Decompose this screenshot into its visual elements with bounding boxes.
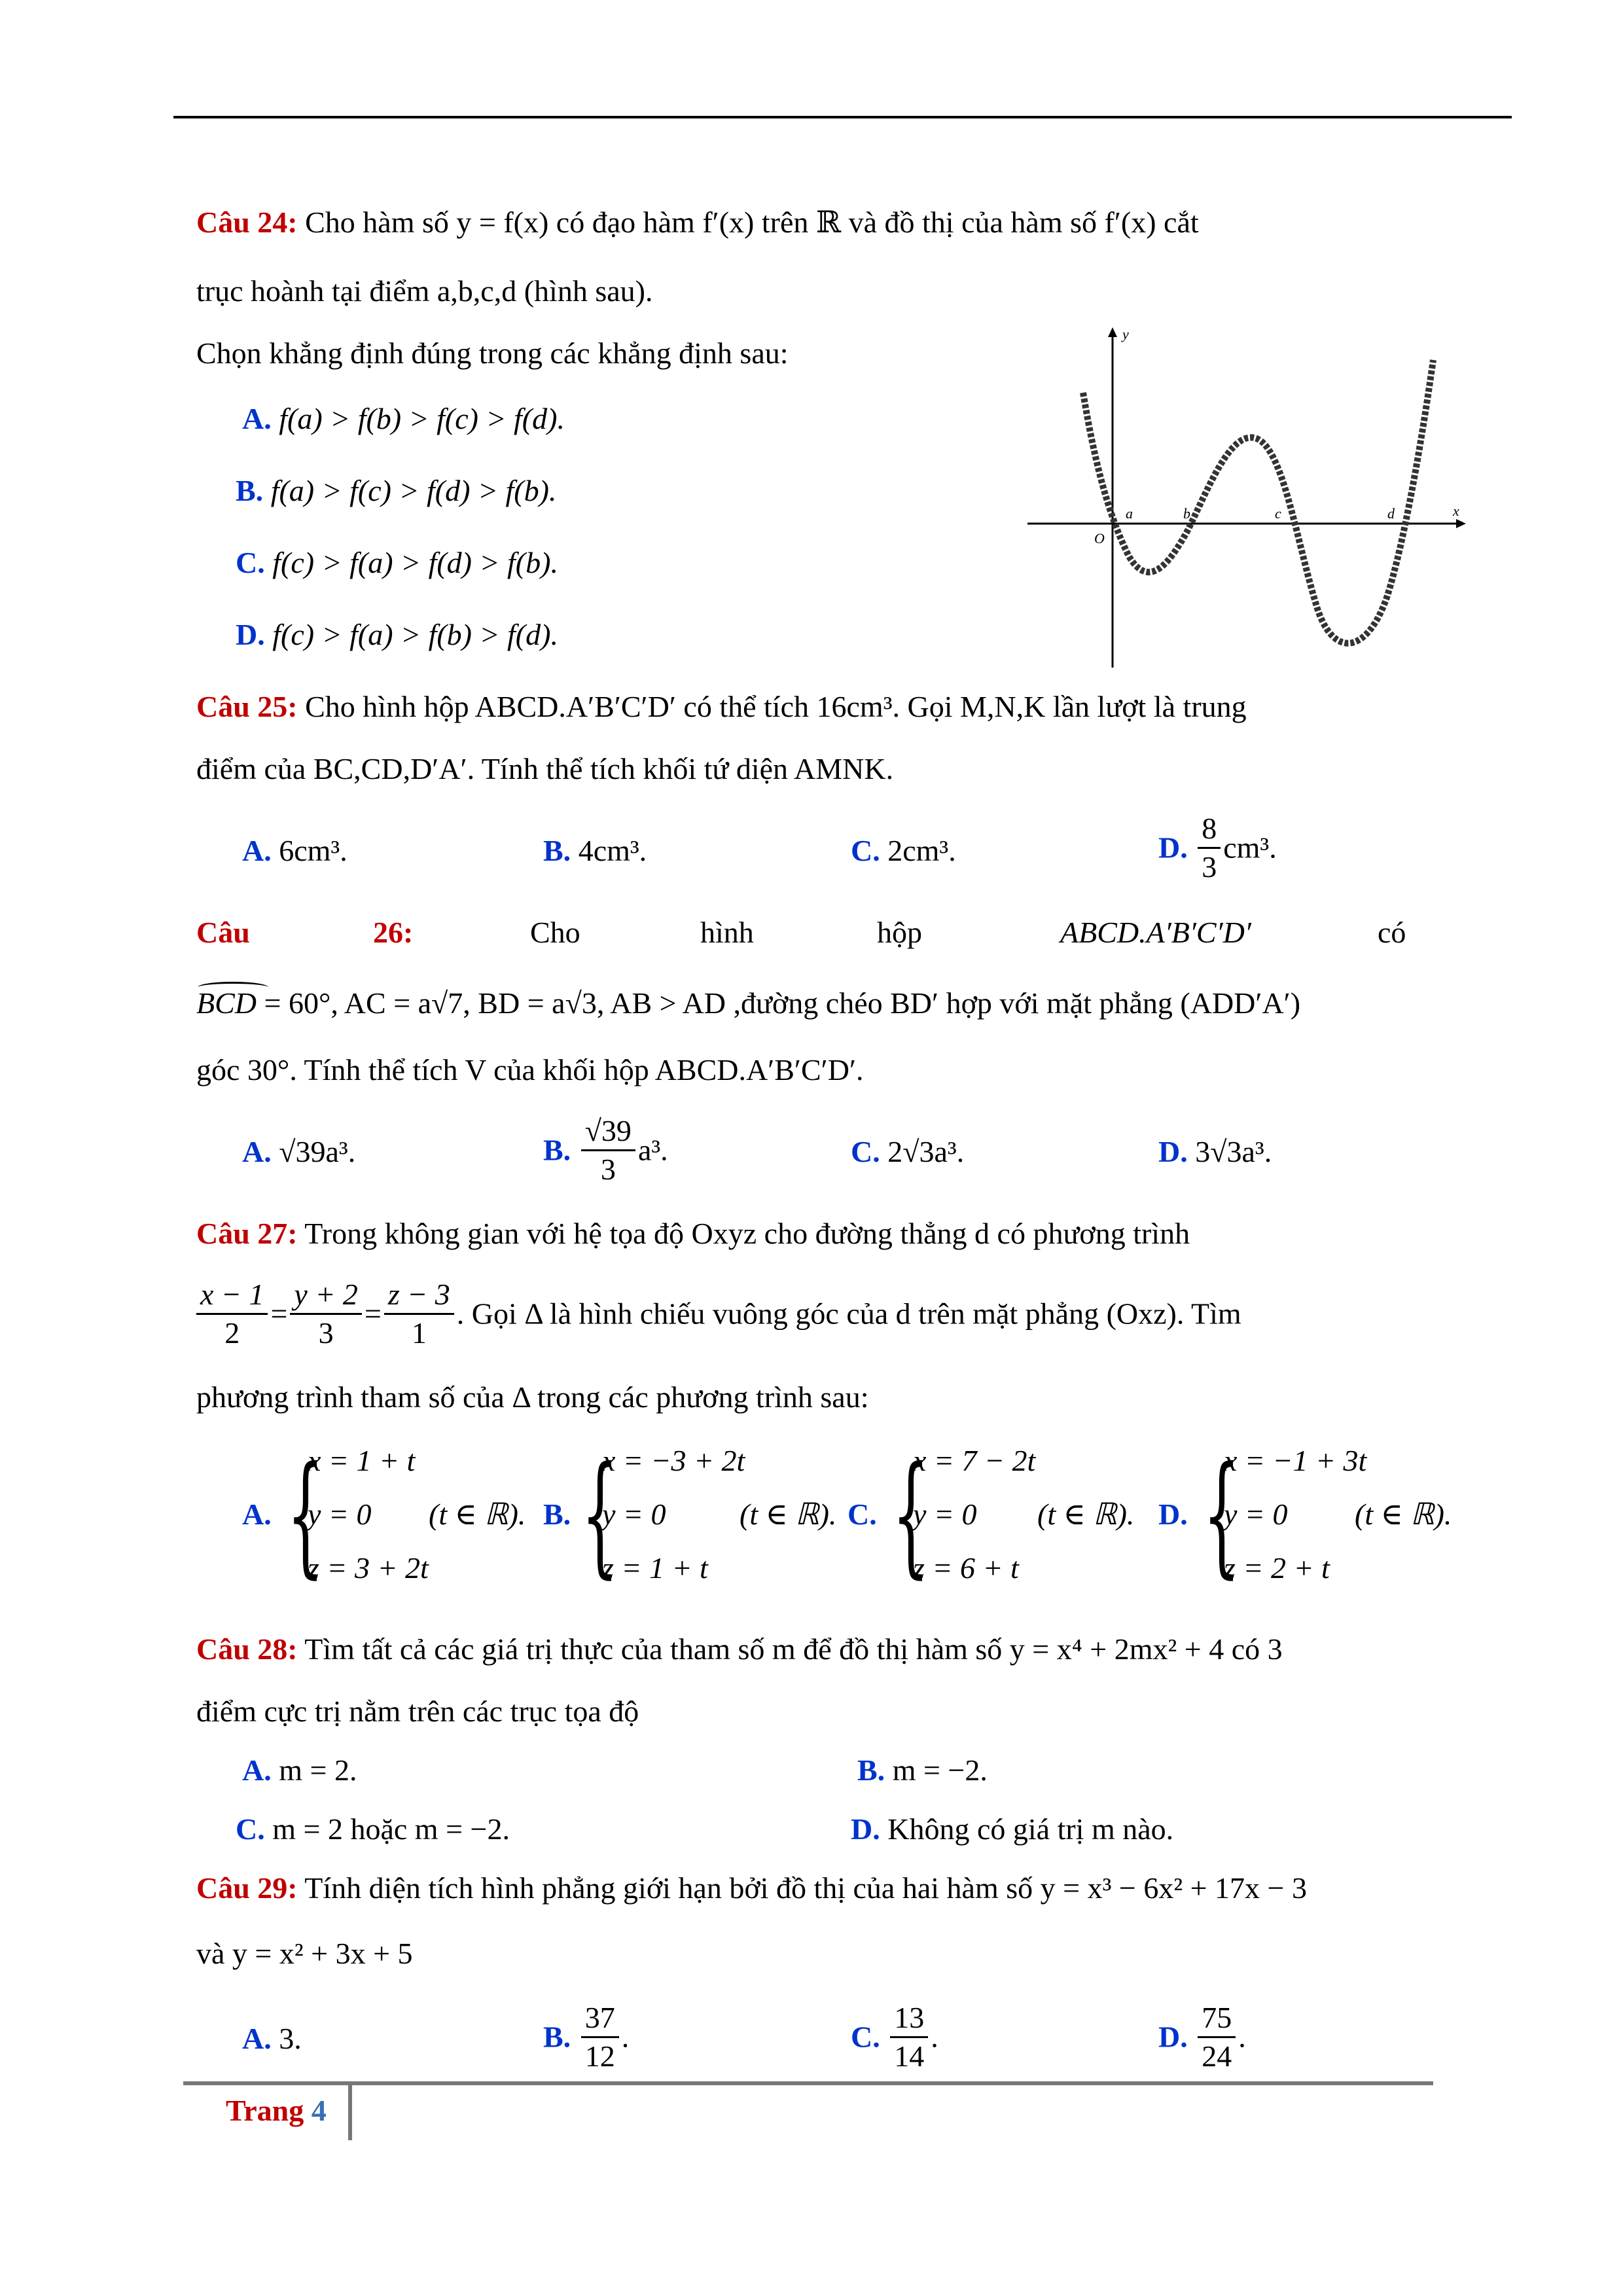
- q25-option-c[interactable]: C. 2cm³.: [851, 834, 956, 867]
- q29-option-a[interactable]: A. 3.: [242, 2022, 302, 2055]
- q29-label: Câu 29:: [196, 1871, 298, 1905]
- graph-b-label: b: [1183, 505, 1190, 522]
- graph-y-label: y: [1122, 326, 1129, 342]
- q26-word-box: ABCD.A′B′C′D′: [1060, 916, 1251, 949]
- q28-line2: điểm cực trị nằm trên các trục tọa độ: [196, 1695, 639, 1728]
- q29-option-b[interactable]: B. $\frac{37}{12}$ .: [543, 2001, 630, 2073]
- q25-option-d[interactable]: D. $\frac{8}{3}$ cm³.: [1158, 812, 1277, 884]
- q27-text2: . Gọi Δ là hình chiếu vuông góc của d trên mặt phẳng (Oxz). Tìm: [456, 1297, 1241, 1331]
- q24-option-d[interactable]: D. f(c) > f(a) > f(b) > f(d).: [236, 618, 558, 651]
- q28-text1: Tìm tất cả các giá trị thực của tham số m để đồ thị hàm số y = x⁴ + 2mx² + 4 có 3: [304, 1632, 1283, 1666]
- q24-option-a[interactable]: A. f(a) > f(b) > f(c) > f(d).: [242, 402, 565, 435]
- graph-origin-label: O: [1094, 530, 1105, 547]
- q26-word-cho: Cho: [530, 916, 580, 949]
- q27-frac-x: $\frac{x - 1}{2}$: [196, 1276, 268, 1352]
- q27-option-b[interactable]: B. { x = −3 + 2t y = 0 z = 1 + t (t ∈ ℝ).: [543, 1439, 837, 1591]
- q27-option-c[interactable]: C. { x = 7 − 2t y = 0 z = 6 + t (t ∈ ℝ).: [847, 1439, 1135, 1591]
- q28-line1: [196, 1630, 1283, 1669]
- q26-option-d[interactable]: D. 3√3a³.: [1158, 1135, 1272, 1168]
- q26-option-a[interactable]: A. √39a³.: [242, 1135, 356, 1168]
- q28-option-d[interactable]: D. Không có giá trị m nào.: [851, 1812, 1174, 1846]
- q26-angle: BCD: [196, 986, 257, 1020]
- q27-text1: Trong không gian với hệ tọa độ Oxyz cho đường thẳng d có phương trình: [304, 1217, 1190, 1250]
- q24-line2: trục hoành tại điểm a,b,c,d (hình sau).: [196, 274, 653, 308]
- q28-option-c[interactable]: C. m = 2 hoặc m = −2.: [236, 1812, 510, 1846]
- q29-option-c[interactable]: C. $\frac{13}{14}$ .: [851, 2001, 938, 2073]
- q25-option-a[interactable]: A. 6cm³.: [242, 834, 348, 867]
- q24-line1: [196, 203, 1199, 242]
- q26-number: 26:: [373, 916, 414, 949]
- q27-frac-y: $\frac{y + 2}{3}$: [290, 1276, 361, 1352]
- q28-option-b[interactable]: B. m = −2.: [857, 1753, 988, 1787]
- q24-text1: Cho hàm số y = f(x) có đạo hàm f′(x) trên ℝ và đồ thị của hàm số f′(x) cắt: [305, 206, 1199, 239]
- q25-text1: Cho hình hộp ABCD.A′B′C′D′ có thể tích 16cm³. Gọi M,N,K lần lượt là trung: [305, 690, 1247, 723]
- q29-line1: [196, 1869, 1307, 1908]
- q25-line1: [196, 687, 1247, 726]
- q25-line2: điểm của BC,CD,D′A′. Tính thể tích khối tứ diện AMNK.: [196, 752, 894, 785]
- q29-option-d[interactable]: D. $\frac{75}{24}$ .: [1158, 2001, 1246, 2073]
- q26-line3: góc 30°. Tính thể tích V của khối hộp ABCD.A′B′C′D′.: [196, 1053, 864, 1086]
- q27-frac-z: $\frac{z - 3}{1}$: [384, 1276, 454, 1352]
- x-axis-arrow: [1456, 519, 1466, 528]
- q27-option-a[interactable]: A. { x = 1 + t y = 0 z = 3 + 2t (t ∈ ℝ).: [242, 1439, 526, 1591]
- q24-option-c[interactable]: C. f(c) > f(a) > f(d) > f(b).: [236, 546, 558, 579]
- q24-label: Câu 24:: [196, 206, 298, 239]
- derivative-curve: [1083, 360, 1433, 643]
- q26-line2: [196, 984, 1300, 1023]
- q24-prompt: Chọn khẳng định đúng trong các khẳng định sau:: [196, 336, 789, 370]
- q26-word-hinh: hình: [700, 916, 754, 949]
- graph-d-label: d: [1387, 505, 1395, 522]
- footer-divider: [348, 2085, 352, 2140]
- q27-line3: phương trình tham số của Δ trong các phương trình sau:: [196, 1380, 869, 1414]
- q28-label: Câu 28:: [196, 1632, 298, 1666]
- q29-text1: Tính diện tích hình phẳng giới hạn bởi đồ thị của hai hàm số y = x³ − 6x² + 17x − 3: [304, 1871, 1307, 1905]
- page-number: Trang 4: [226, 2094, 327, 2127]
- q25-label: Câu 25:: [196, 690, 298, 723]
- q24-option-b[interactable]: B. f(a) > f(c) > f(d) > f(b).: [236, 474, 557, 507]
- graph-x-label: x: [1453, 503, 1459, 519]
- q27-line1: [196, 1214, 1190, 1253]
- q27-option-d[interactable]: D. { x = −1 + 3t y = 0 z = 2 + t (t ∈ ℝ).: [1158, 1439, 1452, 1591]
- q26-word-hop: hộp: [877, 916, 922, 949]
- graph-a-label: a: [1126, 505, 1133, 522]
- q28-option-a[interactable]: A. m = 2.: [242, 1753, 357, 1787]
- y-axis-arrow: [1108, 327, 1117, 337]
- header-rule: [173, 116, 1512, 118]
- q26-option-c[interactable]: C. 2√3a³.: [851, 1135, 965, 1168]
- q27-line2: $\frac{x - 1}{2}$ = $\frac{y + 2}{3}$ = $\frac{z - 3}{1}$ . Gọi Δ là hình chiếu vuông góc của d trên mặt phẳng (Oxz). Tìm: [194, 1276, 1241, 1352]
- q26-word-co: có: [1378, 916, 1406, 949]
- q26-option-b[interactable]: B. $\frac{√39}{3}$ a³.: [543, 1114, 668, 1186]
- graph-c-label: c: [1275, 505, 1281, 522]
- q29-line2: và y = x² + 3x + 5: [196, 1937, 413, 1970]
- q25-option-b[interactable]: B. 4cm³.: [543, 834, 647, 867]
- footer-rule: [183, 2081, 1433, 2085]
- q26-text2: = 60°, AC = a√7, BD = a√3, AB > AD ,đường chéo BD′ hợp với mặt phẳng (ADD′A′): [264, 986, 1301, 1020]
- q26-label: Câu: [196, 916, 250, 949]
- q27-label: Câu 27:: [196, 1217, 298, 1250]
- derivative-graph: [1021, 321, 1466, 674]
